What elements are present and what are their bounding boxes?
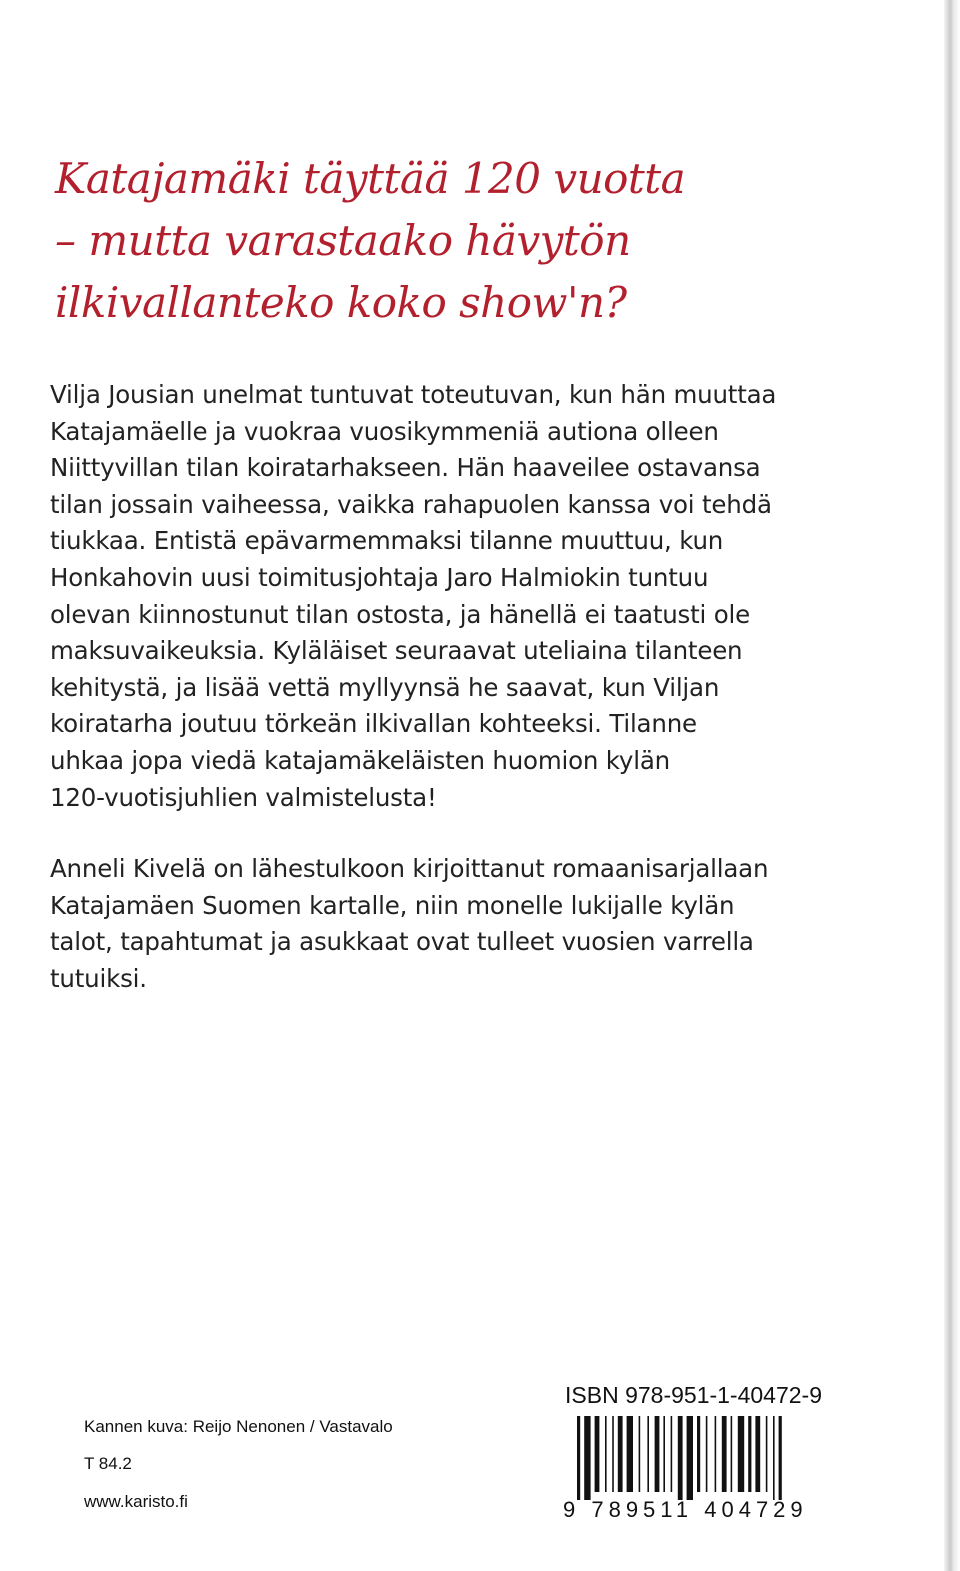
barcode [577,1416,797,1500]
blurb-line: Honkahovin uusi toimitusjohtaja Jaro Halmiokin tuntuu [50,562,709,592]
barcode-bar [627,1416,633,1492]
barcode-bar [715,1416,717,1492]
barcode-bar [612,1416,614,1492]
barcode-bar [618,1416,623,1492]
barcode-bar [738,1416,744,1492]
barcode-digits: 9 789511 404729 [563,1497,808,1522]
blurb-line: Vilja Jousian unelmat tuntuvat toteutuvan, kun hän muuttaa [50,380,777,409]
blurb-paragraph-1 [50,377,776,816]
blurb-line: Katajamäen Suomen kartalle, niin monelle lukijalle kylän [50,890,735,920]
barcode-bar [678,1416,683,1500]
website-link[interactable]: www.karisto.fi [84,1492,188,1511]
barcode-bar [706,1416,708,1492]
barcode-bar [639,1416,641,1492]
headline-line: – mutta varastaako hävytön [55,216,631,265]
barcode-bar [671,1416,673,1492]
barcode-bar [697,1416,700,1492]
blurb-line: tiukkaa. Entistä epävarmemmaksi tilanne muuttuu, kun [50,526,724,556]
barcode-bar [655,1416,660,1492]
barcode-bar [584,1416,590,1500]
barcode-bar [773,1416,775,1500]
blurb-line: Katajamäelle ja vuokraa vuosikymmeniä autiona olleen [50,416,719,446]
barcode-bar [766,1416,768,1492]
headline-line: ilkivallanteko koko show'n? [55,278,627,327]
blurb-line: koiratarha joutuu törkeän ilkivallan kohteeksi. Tilanne [50,709,697,739]
blurb-line: tutuiksi. [50,963,147,993]
barcode-bar [722,1416,727,1492]
blurb-line: talot, tapahtumat ja asukkaat ovat tulleet vuosien varrella [50,927,754,957]
headline [55,148,685,334]
barcode-bar [647,1416,649,1492]
blurb-line: kehitystä, ja lisää vettä myllyynsä he saavat, kun Viljan [50,672,720,702]
blurb-line: uhkaa jopa viedä katajamäkeläisten huomion kylän [50,745,670,775]
blurb-line: olevan kiinnostunut tilan ostosta, ja hänellä ei taatusti ole [50,599,750,629]
isbn-label: ISBN 978-951-1-40472-9 [565,1382,822,1408]
barcode-bar [605,1416,607,1492]
barcode-bar [731,1416,733,1492]
barcode-bar [595,1416,600,1492]
cover-credit: Kannen kuva: Reijo Nenonen / Vastavalo [84,1417,393,1436]
blurb-line: 120-vuotisjuhlien valmistelusta! [50,782,437,812]
barcode-bar [577,1416,580,1500]
blurb-line: maksuvaikeuksia. Kyläläiset seuraavat uteliaina tilanteen [50,636,743,666]
blurb-line: tilan jossain vaiheessa, vaikka rahapuolen kanssa voi tehdä [50,489,772,519]
barcode-bar [663,1416,665,1492]
classification: T 84.2 [84,1454,132,1473]
barcode-bar [779,1416,782,1500]
barcode-bar [755,1416,760,1492]
headline-line: Katajamäki täyttää 120 vuotta [55,154,686,203]
blurb-line: Niittyvillan tilan koiratarhakseen. Hän haaveilee ostavansa [50,453,761,483]
blurb-line: Anneli Kivelä on lähestulkoon kirjoittanut romaanisarjallaan [50,854,769,883]
barcode-bar [748,1416,751,1492]
book-spine-edge [944,0,960,1571]
blurb-paragraph-2 [50,851,768,997]
barcode-bar [687,1416,693,1500]
